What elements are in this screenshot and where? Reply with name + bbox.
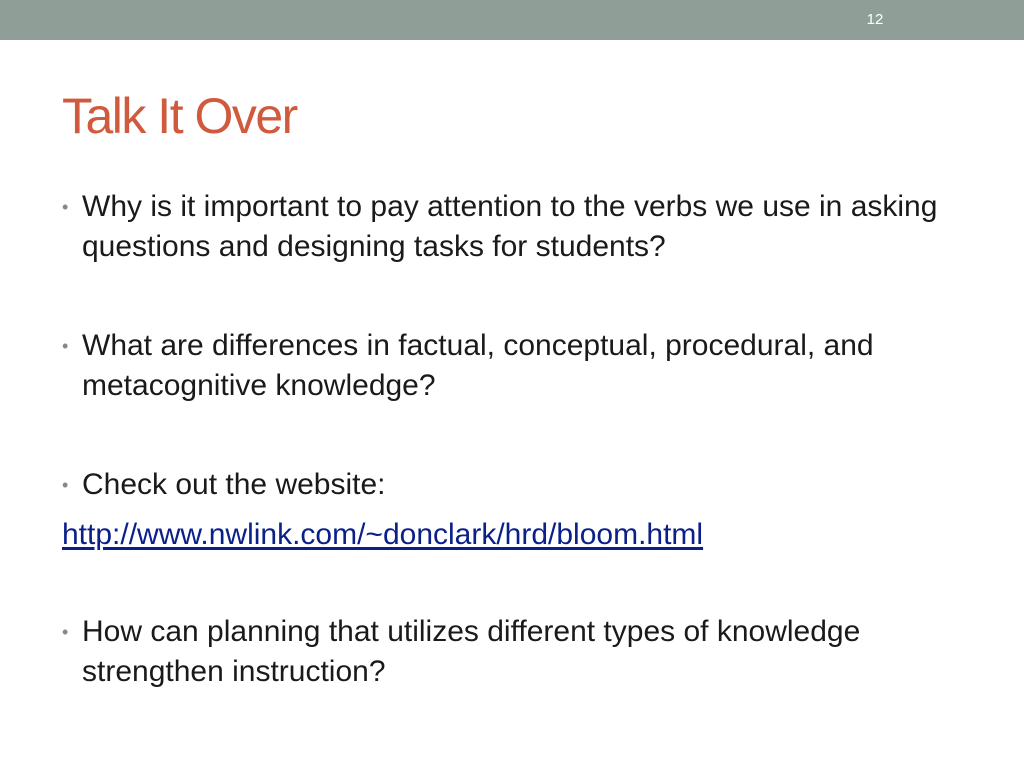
bloom-website-link[interactable]: http://www.nwlink.com/~donclark/hrd/bloom.html — [62, 518, 704, 551]
bullet-text: Why is it important to pay attention to the verbs we use in asking questions and designing tasks for students? — [82, 190, 938, 263]
bullet-text: What are differences in factual, conceptual, procedural, and metacognitive knowledge? — [82, 329, 874, 402]
header-bar — [0, 0, 1024, 40]
bullet-item — [62, 326, 962, 406]
bullet-item — [62, 465, 962, 505]
bullet-text: How can planning that utilizes different types of knowledge strengthen instruction? — [82, 615, 861, 688]
bullet-item — [62, 612, 962, 692]
bullet-text: Check out the website: — [82, 468, 386, 501]
bullet-marker: • — [62, 197, 69, 217]
bullet-item — [62, 187, 962, 267]
slide-title: Talk It Over — [62, 88, 297, 144]
bullet-marker: • — [62, 336, 69, 356]
bullet-marker: • — [62, 475, 69, 495]
bullet-marker: • — [62, 622, 69, 642]
slide-number: 12 — [866, 11, 884, 28]
